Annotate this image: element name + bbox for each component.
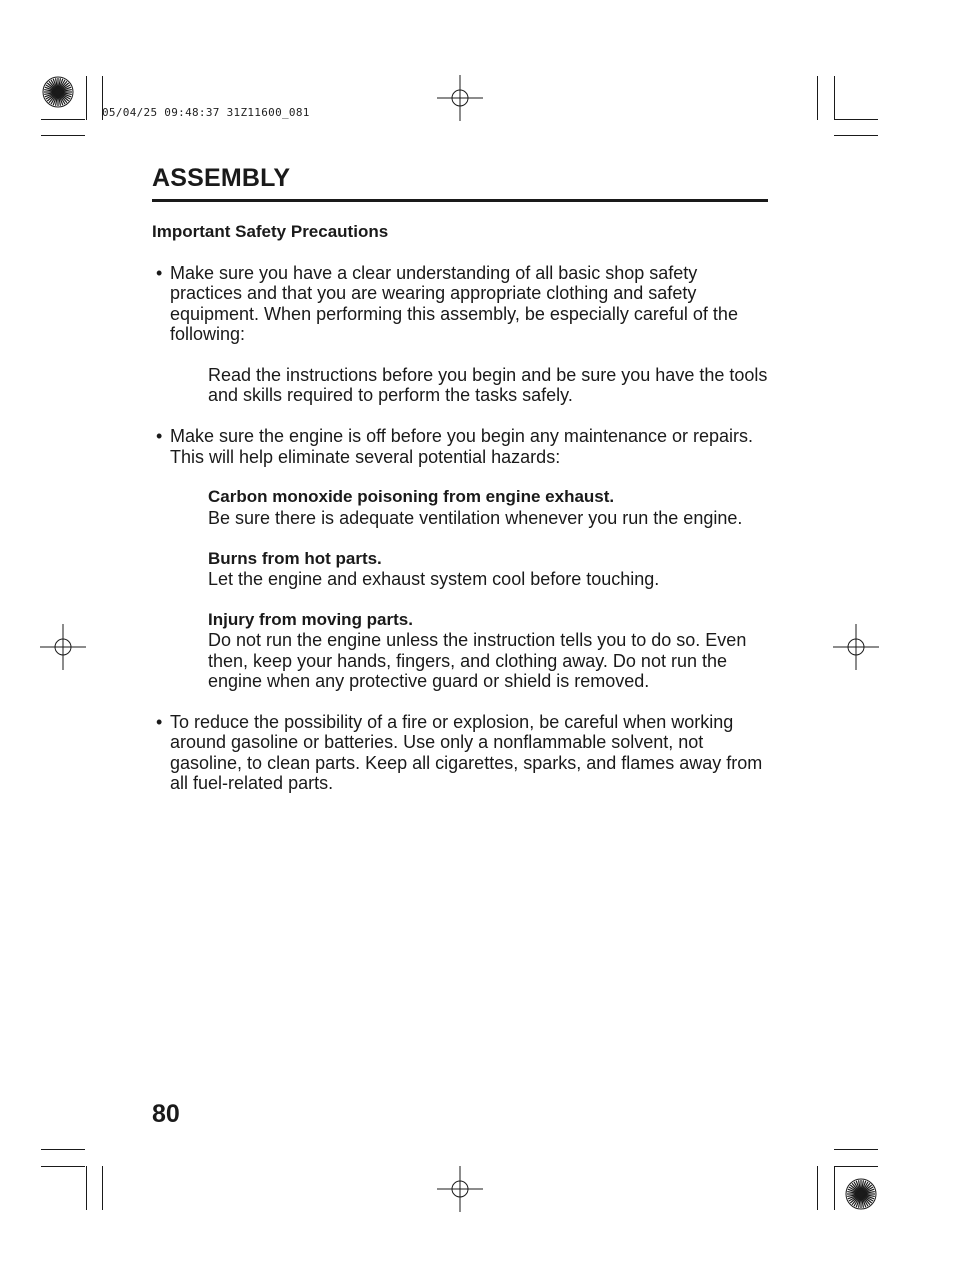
subheading: Important Safety Precautions [152,222,389,241]
hazard [152,610,772,692]
starburst-icon [42,76,74,108]
bullet: • [156,711,163,732]
hazard-title: Carbon monoxide poisoning from engine exhaust. [208,487,615,507]
hazard-title: Burns from hot parts. [208,548,382,568]
crosshair-icon [437,1166,483,1212]
bullet-text: Make sure you have a clear understanding of all basic shop safety practices and that you are wearing appropriate clothing and safety equipment. When performing this assembly, be especially careful of the following: [170,263,738,345]
hazard [152,549,772,590]
content [152,263,772,793]
list-item [152,712,772,794]
hazard-title: Injury from moving parts. [208,609,413,629]
crosshair-icon [40,624,86,670]
bullet-text: Make sure the engine is off before you begin any maintenance or repairs. This will help eliminate several potential hazards: [170,426,754,467]
note: Read the instructions before you begin and be sure you have the tools and skills required to perform the tasks safely. [208,365,768,406]
list-item [152,426,772,467]
bullet-text: To reduce the possibility of a fire or explosion, be careful when working around gasoline or batteries. Use only a nonflammable solvent, not gasoline, to clean parts. Keep all cigarettes, sparks, and flames away from all fuel-related parts. [170,711,763,794]
page-title: ASSEMBLY [152,164,291,192]
starburst-icon [845,1178,877,1210]
hazard [152,487,772,528]
hazard-text: Let the engine and exhaust system cool before touching. [208,569,660,590]
bullet: • [156,263,163,283]
crosshair-icon [437,75,483,121]
list-item [152,263,772,345]
crosshair-icon [833,624,879,670]
print-stamp: 05/04/25 09:48:37 31Z11600_081 [102,106,310,119]
page-number: 80 [152,1100,180,1128]
hazard-text: Do not run the engine unless the instruction tells you to do so. Even then, keep your hands, fingers, and clothing away. Do not run the engine when any protective guard or shield is removed. [208,630,747,692]
title-rule [152,199,768,202]
bullet: • [156,426,163,447]
hazard-text: Be sure there is adequate ventilation whenever you run the engine. [208,507,743,528]
